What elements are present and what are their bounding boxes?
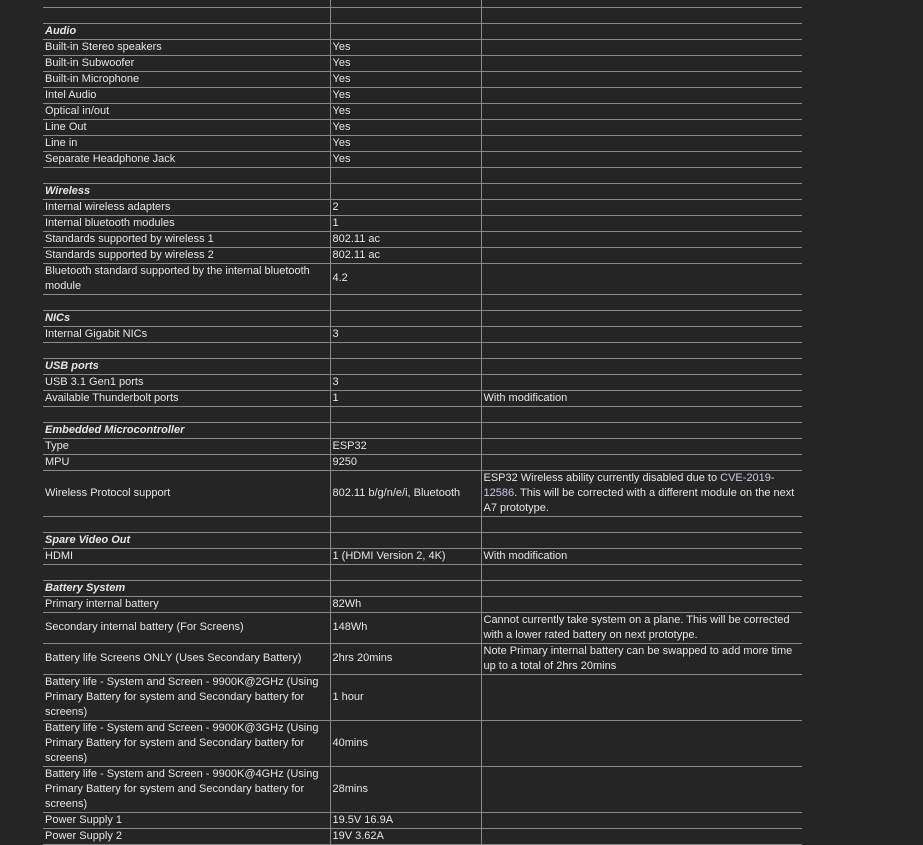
spec-note <box>481 151 802 167</box>
table-row <box>43 39 802 55</box>
spec-note: With modification <box>481 548 802 564</box>
spec-value: 4.2 <box>330 263 481 294</box>
spacer-row <box>43 516 802 532</box>
table-row <box>43 135 802 151</box>
spec-note: Note Primary internal battery can be swapped to add more time up to a total of 2hrs 20mins <box>481 643 802 674</box>
note-text: . This will be corrected with a different module on the next A7 prototype. <box>483 486 795 514</box>
spec-note <box>481 39 802 55</box>
spec-label: Battery life - System and Screen - 9900K@2GHz (Using Primary Battery for system and Secondary battery for screens) <box>43 674 330 720</box>
spec-note <box>481 71 802 87</box>
table-row <box>43 674 802 720</box>
empty-cell <box>330 23 481 39</box>
spec-note <box>481 674 802 720</box>
empty-cell <box>481 183 802 199</box>
spec-note <box>481 720 802 766</box>
spec-label: Built-in Subwoofer <box>43 55 330 71</box>
spec-value: 19V 3.62A <box>330 828 481 844</box>
table-row <box>43 0 802 7</box>
spacer-cell <box>330 516 481 532</box>
spacer-cell <box>43 167 330 183</box>
spec-value: 19.5V 16.9A <box>330 812 481 828</box>
note-text: ESP32 Wireless ability currently disabled due to <box>483 471 721 484</box>
spacer-row <box>43 564 802 580</box>
spec-label: Power Supply 2 <box>43 828 330 844</box>
spacer-cell <box>43 294 330 310</box>
empty-cell <box>481 23 802 39</box>
table-row <box>43 247 802 263</box>
spec-note <box>481 247 802 263</box>
spacer-cell <box>43 406 330 422</box>
section-title: Wireless <box>43 183 330 199</box>
empty-cell <box>481 358 802 374</box>
empty-cell <box>481 580 802 596</box>
section-title: Audio <box>43 23 330 39</box>
spec-label <box>43 0 330 7</box>
spec-label: Built-in Microphone <box>43 71 330 87</box>
spec-value: 1 <box>330 215 481 231</box>
spec-label: Intel Audio <box>43 87 330 103</box>
spec-note <box>481 87 802 103</box>
table-row <box>43 828 802 844</box>
table-row <box>43 199 802 215</box>
cve-link[interactable]: CVE-2019-12586 <box>483 471 775 499</box>
section-header-wireless <box>43 183 802 199</box>
spacer-cell <box>481 406 802 422</box>
table-row <box>43 151 802 167</box>
spec-label: Type <box>43 438 330 454</box>
spec-value: 1 (HDMI Version 2, 4K) <box>330 548 481 564</box>
spec-value: 1 <box>330 390 481 406</box>
spec-note <box>481 438 802 454</box>
spacer-cell <box>43 7 330 23</box>
spacer-cell <box>481 564 802 580</box>
spec-label: Available Thunderbolt ports <box>43 390 330 406</box>
spec-label: Line in <box>43 135 330 151</box>
table-row <box>43 454 802 470</box>
table-row <box>43 643 802 674</box>
spec-value: Yes <box>330 71 481 87</box>
spec-table <box>43 0 802 845</box>
section-header-usb <box>43 358 802 374</box>
spec-value <box>330 0 481 7</box>
spacer-cell <box>481 342 802 358</box>
spacer-cell <box>330 294 481 310</box>
table-row <box>43 231 802 247</box>
spec-value: Yes <box>330 119 481 135</box>
spec-value: 802.11 b/g/n/e/i, Bluetooth <box>330 470 481 516</box>
spec-value: Yes <box>330 39 481 55</box>
empty-cell <box>481 422 802 438</box>
spec-note <box>481 596 802 612</box>
spec-note <box>481 374 802 390</box>
spec-label: Secondary internal battery (For Screens) <box>43 612 330 643</box>
spec-note <box>481 263 802 294</box>
spec-value: 802.11 ac <box>330 231 481 247</box>
table-row <box>43 766 802 812</box>
spec-label: Primary internal battery <box>43 596 330 612</box>
spec-label: Battery life Screens ONLY (Uses Secondary Battery) <box>43 643 330 674</box>
spec-note <box>481 199 802 215</box>
section-title: Battery System <box>43 580 330 596</box>
spec-note <box>481 812 802 828</box>
spec-value: 802.11 ac <box>330 247 481 263</box>
table-row <box>43 326 802 342</box>
spacer-cell <box>330 564 481 580</box>
spec-value: Yes <box>330 55 481 71</box>
spec-note <box>481 119 802 135</box>
spacer-row <box>43 167 802 183</box>
spacer-cell <box>43 516 330 532</box>
section-title: NICs <box>43 310 330 326</box>
spec-note <box>481 103 802 119</box>
table-row <box>43 470 802 516</box>
section-header-battery <box>43 580 802 596</box>
spacer-row <box>43 342 802 358</box>
spec-label: Bluetooth standard supported by the internal bluetooth module <box>43 263 330 294</box>
empty-cell <box>481 532 802 548</box>
spec-note <box>481 0 802 7</box>
spec-note <box>481 454 802 470</box>
section-title: USB ports <box>43 358 330 374</box>
spacer-cell <box>481 7 802 23</box>
spec-note <box>481 470 802 516</box>
spec-note: Cannot currently take system on a plane. This will be corrected with a lower rated battery on next prototype. <box>481 612 802 643</box>
spec-value: 28mins <box>330 766 481 812</box>
spec-note <box>481 215 802 231</box>
table-row <box>43 812 802 828</box>
spec-label: Battery life - System and Screen - 9900K@3GHz (Using Primary Battery for system and Secondary battery for screens) <box>43 720 330 766</box>
spec-note <box>481 326 802 342</box>
spacer-row <box>43 294 802 310</box>
spec-value: 1 hour <box>330 674 481 720</box>
empty-cell <box>330 580 481 596</box>
spacer-row <box>43 406 802 422</box>
spec-value: Yes <box>330 135 481 151</box>
spacer-cell <box>330 406 481 422</box>
empty-cell <box>330 532 481 548</box>
section-header-mcu <box>43 422 802 438</box>
spec-label: USB 3.1 Gen1 ports <box>43 374 330 390</box>
spacer-cell <box>481 294 802 310</box>
spec-note <box>481 55 802 71</box>
table-row <box>43 596 802 612</box>
section-header-audio <box>43 23 802 39</box>
table-row <box>43 71 802 87</box>
spacer-cell <box>481 167 802 183</box>
section-header-video <box>43 532 802 548</box>
table-row <box>43 87 802 103</box>
section-header-nics <box>43 310 802 326</box>
spec-note <box>481 766 802 812</box>
spec-value: ESP32 <box>330 438 481 454</box>
spacer-cell <box>43 564 330 580</box>
spec-note <box>481 231 802 247</box>
spec-value: Yes <box>330 103 481 119</box>
spacer-row <box>43 7 802 23</box>
spec-label: Battery life - System and Screen - 9900K@4GHz (Using Primary Battery for system and Secondary battery for screens) <box>43 766 330 812</box>
spec-label: Wireless Protocol support <box>43 470 330 516</box>
spacer-cell <box>481 516 802 532</box>
empty-cell <box>481 310 802 326</box>
spec-value: 9250 <box>330 454 481 470</box>
spec-label: Standards supported by wireless 1 <box>43 231 330 247</box>
spec-value: 3 <box>330 374 481 390</box>
table-row <box>43 548 802 564</box>
spec-note: With modification <box>481 390 802 406</box>
spec-label: Internal wireless adapters <box>43 199 330 215</box>
empty-cell <box>330 310 481 326</box>
table-row <box>43 390 802 406</box>
spec-value: 82Wh <box>330 596 481 612</box>
table-row <box>43 720 802 766</box>
spec-value: Yes <box>330 87 481 103</box>
spec-value: 3 <box>330 326 481 342</box>
table-row <box>43 438 802 454</box>
table-row <box>43 119 802 135</box>
spec-value: Yes <box>330 151 481 167</box>
empty-cell <box>330 422 481 438</box>
spec-label: Power Supply 1 <box>43 812 330 828</box>
spec-label: Internal Gigabit NICs <box>43 326 330 342</box>
section-title: Embedded Microcontroller <box>43 422 330 438</box>
spec-label: MPU <box>43 454 330 470</box>
spacer-cell <box>330 167 481 183</box>
spec-label: Separate Headphone Jack <box>43 151 330 167</box>
spacer-cell <box>330 7 481 23</box>
spec-value: 2 <box>330 199 481 215</box>
table-row <box>43 374 802 390</box>
spec-note <box>481 828 802 844</box>
spec-value: 148Wh <box>330 612 481 643</box>
spec-value: 2hrs 20mins <box>330 643 481 674</box>
spec-label: Line Out <box>43 119 330 135</box>
spec-label: Internal bluetooth modules <box>43 215 330 231</box>
empty-cell <box>330 358 481 374</box>
section-title: Spare Video Out <box>43 532 330 548</box>
table-row <box>43 55 802 71</box>
spec-label: Optical in/out <box>43 103 330 119</box>
spec-note <box>481 135 802 151</box>
table-row <box>43 263 802 294</box>
spec-label: Built-in Stereo speakers <box>43 39 330 55</box>
table-row <box>43 215 802 231</box>
spacer-cell <box>43 342 330 358</box>
spec-label: Standards supported by wireless 2 <box>43 247 330 263</box>
spec-value: 40mins <box>330 720 481 766</box>
empty-cell <box>330 183 481 199</box>
table-row <box>43 103 802 119</box>
spacer-cell <box>330 342 481 358</box>
spec-label: HDMI <box>43 548 330 564</box>
table-row <box>43 612 802 643</box>
